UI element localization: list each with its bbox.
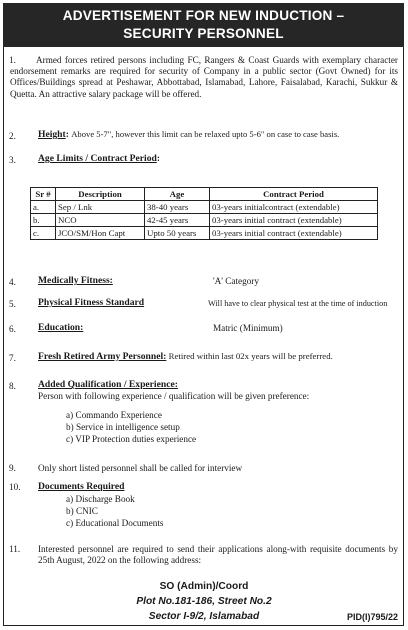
documents-required-label: Documents Required — [38, 481, 125, 492]
qualification-list — [66, 410, 196, 446]
address-line-1: SO (Admin)/Coord — [159, 581, 249, 592]
item-2 — [38, 129, 339, 141]
age-contract-table — [30, 187, 378, 240]
address-line-3: Sector I-9/2, Islamabad — [148, 611, 260, 622]
physical-fitness-value: Will have to clear physical test at the time of induction — [208, 299, 388, 308]
table-header-row — [31, 188, 378, 201]
list-item — [66, 422, 196, 434]
list-marker: b) — [66, 422, 74, 432]
list-item — [66, 506, 163, 518]
age-limits-label: Age Limits / Contract Period — [38, 153, 157, 164]
added-qualification-text: Person with following experience / qualification will be given preference: — [38, 391, 310, 401]
education-value: Matric (Minimum) — [213, 323, 283, 333]
item-10-number: 10. — [9, 482, 21, 492]
item-9-text: Only short listed personnel shall be called for interview — [38, 463, 243, 473]
list-item-text: Service in intelligence setup — [75, 422, 180, 432]
item-2-number: 2. — [9, 131, 16, 141]
age-limits-colon: : — [156, 153, 160, 163]
cell-contract: 03-years initial contract (extendable) — [210, 227, 378, 240]
item-4-number: 4. — [9, 277, 16, 287]
medical-fitness-label: Medically Fitness: — [38, 275, 113, 286]
added-qualification-label: Added Qualification / Experience: — [38, 379, 178, 390]
list-item — [66, 494, 163, 506]
title-banner — [3, 3, 404, 47]
item-7 — [38, 351, 333, 363]
list-item-text: Commando Experience — [75, 410, 162, 420]
list-marker: c) — [66, 518, 74, 528]
pid-number: PID(I)795/22 — [346, 612, 398, 622]
list-item — [66, 434, 196, 446]
cell-sr: c. — [31, 227, 56, 240]
cell-age: 38-40 years — [145, 201, 210, 214]
height-text: Above 5-7", however this limit can be relaxed upto 5-6" on case to case basis. — [71, 129, 340, 139]
item-1-text: Armed forces retired persons including FC, Rangers & Coast Guards with exemplary character endorsement remarks are required for security of Company in a public sector (Govt Owned) for its Offices/Buildings spread at Peshawar, Abbottabad, Islamabad, Lahore, Faisalabad, Karachi, Sukkur & Quetta. An attractive salary package will be offered. — [10, 55, 398, 99]
cell-description: JCO/SM/Hon Capt — [56, 227, 145, 240]
item-11-text: Interested personnel are required to send their applications along-with requisite documents by 25th August, 2022 on the following address: — [38, 544, 398, 566]
item-8-number: 8. — [9, 381, 16, 391]
cell-description: NCO — [56, 214, 145, 227]
col-header-sr: Sr # — [31, 188, 56, 201]
physical-fitness-label: Physical Fitness Standard — [38, 297, 145, 308]
cell-description: Sep / Lnk — [56, 201, 145, 214]
col-header-contract-period: Contract Period — [210, 188, 378, 201]
cell-contract: 03-years initial contract (extendable) — [210, 214, 378, 227]
table-row — [31, 201, 378, 214]
item-7-number: 7. — [9, 353, 16, 363]
title-line-1: ADVERTISEMENT FOR NEW INDUCTION – — [62, 8, 345, 23]
cell-sr: b. — [31, 214, 56, 227]
item-5-number: 5. — [9, 299, 16, 309]
item-3 — [38, 153, 160, 165]
title-line-2: SECURITY PERSONNEL — [123, 26, 284, 41]
cell-contract: 03-years initialcontract (extendable) — [210, 201, 378, 214]
height-label: Height — [38, 129, 66, 140]
fresh-retired-value: Retired within last 02x years will be preferred. — [168, 351, 333, 361]
height-colon: : — [65, 129, 69, 140]
fresh-retired-label: Fresh Retired Army Personnel: — [38, 351, 167, 362]
table-row — [31, 214, 378, 227]
item-9-number: 9. — [9, 463, 16, 473]
cell-age: 42-45 years — [145, 214, 210, 227]
documents-list — [66, 494, 163, 530]
item-11-number: 11. — [9, 544, 21, 554]
list-item — [66, 518, 163, 530]
list-marker: b) — [66, 506, 74, 516]
table-row — [31, 227, 378, 240]
list-marker: a) — [66, 494, 74, 504]
address-line-2: Plot No.181-186, Street No.2 — [136, 596, 272, 607]
cell-sr: a. — [31, 201, 56, 214]
list-item — [66, 410, 196, 422]
medical-fitness-value: 'A' Category — [213, 276, 259, 286]
list-marker: c) — [66, 434, 74, 444]
list-item-text: VIP Protection duties experience — [75, 434, 197, 444]
cell-age: Upto 50 years — [145, 227, 210, 240]
list-item-text: Discharge Book — [75, 494, 135, 504]
item-3-number: 3. — [9, 155, 16, 165]
item-1-number: 1. — [9, 55, 16, 65]
education-label: Education: — [38, 322, 84, 333]
list-item-text: CNIC — [75, 506, 98, 516]
col-header-description: Description — [56, 188, 145, 201]
col-header-age: Age — [145, 188, 210, 201]
item-6-number: 6. — [9, 324, 16, 334]
list-marker: a) — [66, 410, 74, 420]
list-item-text: Educational Documents — [75, 518, 164, 528]
